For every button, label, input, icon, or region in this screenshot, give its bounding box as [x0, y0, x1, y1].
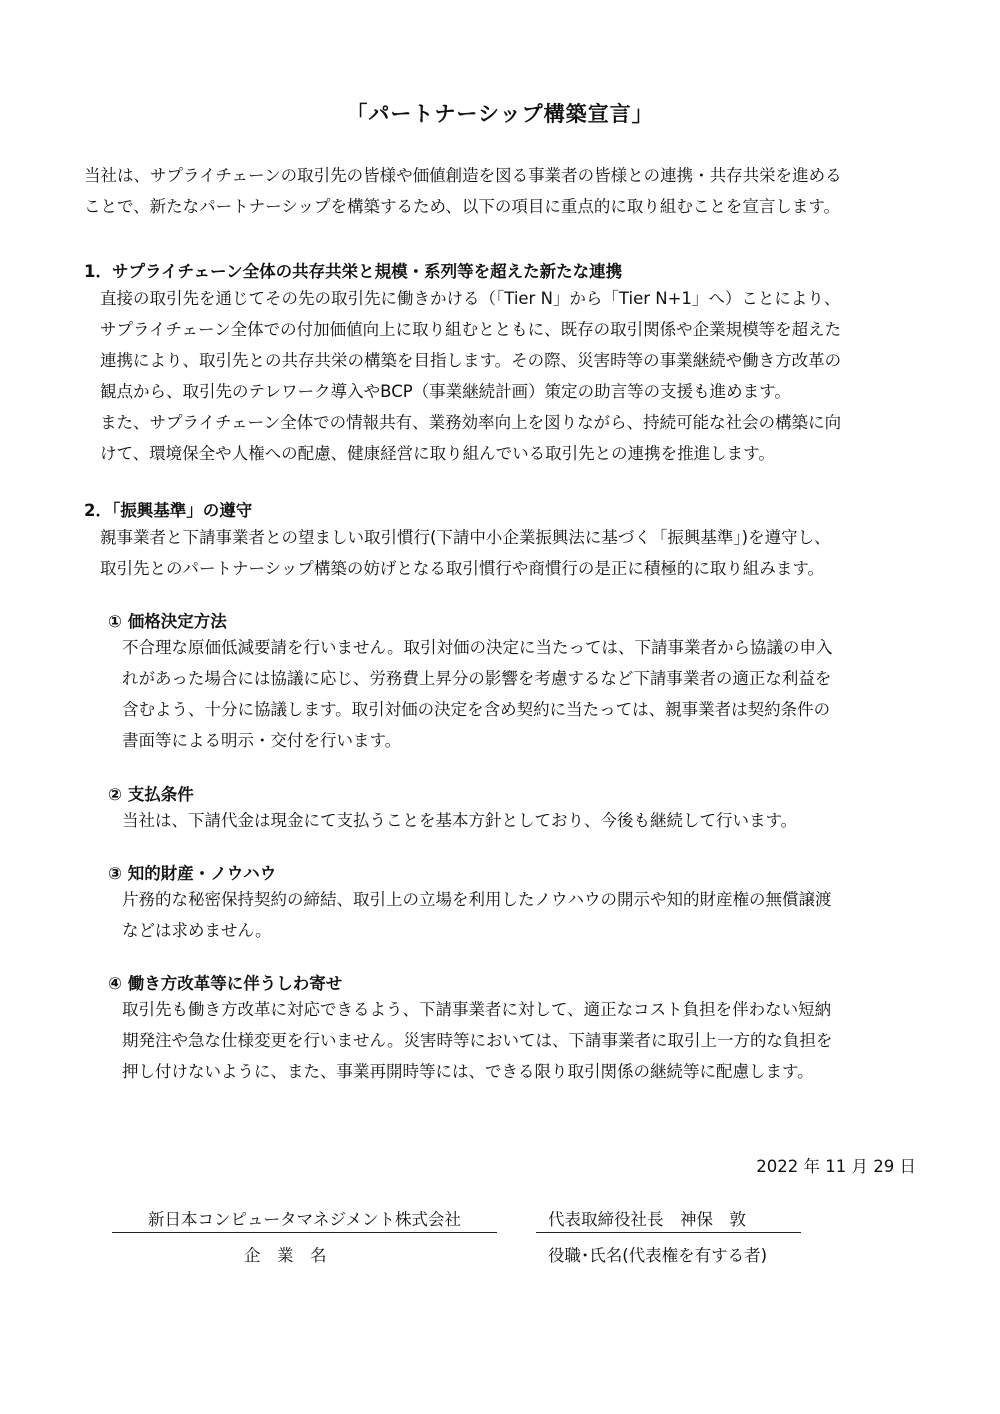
item1-line: れがあった場合には協議に応じ、労務費上昇分の影響を考慮するなど下請事業者の適正な利益を — [122, 669, 832, 688]
section2-body — [100, 522, 831, 584]
item1-line: 含むよう、十分に協議します。取引対価の決定を含め契約に当たっては、親事業者は契約条件の — [122, 700, 831, 719]
intro-line: ことで、新たなパートナーシップを構築するため、以下の項目に重点的に取り組むことを宣言します。 — [84, 197, 841, 216]
declaration-date: 2022 年 11 月 29 日 — [756, 1157, 916, 1176]
section1-line: 連携により、取引先との共存共栄の構築を目指します。その際、災害時等の事業継続や働き方改革の — [100, 351, 842, 370]
item2-line: 当社は、下請代金は現金にて支払うことを基本方針としており、今後も継続して行います。 — [122, 811, 798, 830]
item3-heading: ③ 知的財産・ノウハウ — [108, 864, 277, 883]
item2-heading: ② 支払条件 — [108, 785, 194, 804]
intro-paragraph — [84, 160, 842, 222]
item1-line: 不合理な原価低減要請を行いません。取引対価の決定に当たっては、下請事業者から協議の申入 — [122, 638, 833, 657]
item3-line: 片務的な秘密保持契約の締結、取引上の立場を利用したノウハウの開示や知的財産権の無償譲渡 — [122, 890, 832, 909]
item1-line: 書面等による明示・交付を行います。 — [122, 731, 402, 750]
company-name: 新日本コンピュータマネジメント株式会社 — [112, 1206, 497, 1233]
item3-body — [122, 884, 832, 946]
section1-body — [100, 283, 841, 469]
item2-body — [122, 805, 797, 836]
section1-heading: 1．サプライチェーン全体の共存共栄と規模・系列等を超えた新たな連携 — [84, 262, 623, 281]
item4-heading: ④ 働き方改革等に伴うしわ寄せ — [108, 974, 343, 993]
item1-body — [122, 632, 833, 756]
company-label: 企 業 名 — [244, 1246, 327, 1265]
section1-line: サプライチェーン全体での付加価値向上に取り組むとともに、既存の取引関係や企業規模等を超えた — [100, 320, 842, 339]
intro-line: 当社は、サプライチェーンの取引先の皆様や価値創造を図る事業者の皆様との連携・共存共栄を進める — [84, 166, 842, 185]
representative-name: 代表取締役社長 神保 敦 — [536, 1206, 801, 1233]
section1-line: 観点から、取引先のテレワーク導入やBCP（事業継続計画）策定の助言等の支援も進めます。 — [100, 382, 791, 401]
section1-line: 直接の取引先を通じてその先の取引先に働きかける（「Tier N」から「Tier N+1」へ）ことにより、 — [100, 289, 841, 308]
item1-heading: ① 価格決定方法 — [108, 612, 227, 631]
item4-body — [122, 994, 833, 1087]
section2-line: 親事業者と下請事業者との望ましい取引慣行(下請中小企業振興法に基づく「振興基準」)を遵守し、 — [100, 528, 831, 547]
page-title: 「パートナーシップ構築宣言」 — [346, 102, 654, 126]
section1-line: また、サプライチェーン全体での情報共有、業務効率向上を図りながら、持続可能な社会の構築に向 — [100, 413, 842, 432]
item4-line: 期発注や急な仕様変更を行いません。災害時等においては、下請事業者に取引上一方的な負担を — [122, 1031, 833, 1050]
item4-line: 押し付けないように、また、事業再開時等には、できる限り取引関係の継続等に配慮します。 — [122, 1062, 814, 1081]
representative-label: 役職･氏名(代表権を有する者) — [548, 1246, 768, 1265]
item3-line: などは求めません。 — [122, 921, 272, 940]
section2-line: 取引先とのパートナーシップ構築の妨げとなる取引慣行や商慣行の是正に積極的に取り組みます。 — [100, 559, 825, 578]
section2-heading: 2．「振興基準」の遵守 — [84, 501, 253, 520]
item4-line: 取引先も働き方改革に対応できるよう、下請事業者に対して、適正なコスト負担を伴わない短納 — [122, 1000, 832, 1019]
section1-line: けて、環境保全や人権への配慮、健康経営に取り組んでいる取引先との連携を推進します。 — [100, 444, 775, 463]
